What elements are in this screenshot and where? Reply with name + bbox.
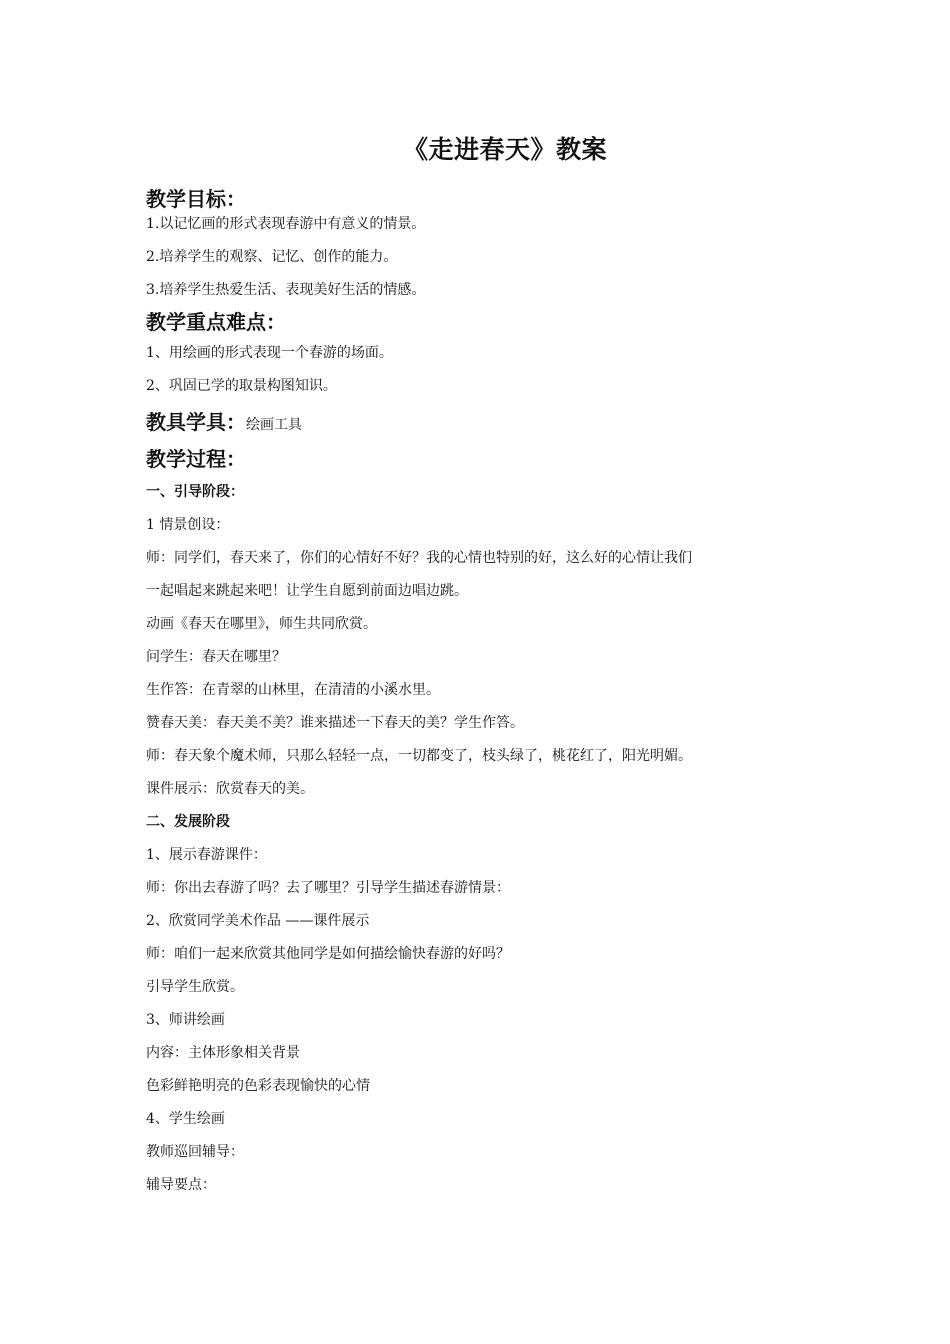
stage2-line: 引导学生欣赏。 bbox=[146, 979, 244, 995]
objectives-heading: 教学目标： bbox=[146, 187, 246, 211]
objective-item: 2.培养学生的观察、记忆、创作的能力。 bbox=[146, 249, 398, 265]
stage2-line: 1、展示春游课件： bbox=[146, 847, 267, 863]
stage2-line: 师：你出去春游了吗？去了哪里？引导学生描述春游情景： bbox=[146, 880, 510, 896]
stage2-lines bbox=[146, 839, 826, 1202]
stage1-line: 1 情景创设： bbox=[146, 517, 230, 533]
stage1-line: 师：同学们，春天来了，你们的心情好不好？我的心情也特别的好，这么好的心情让我们 bbox=[146, 550, 692, 566]
stage1-lines bbox=[146, 509, 826, 806]
stage1-line: 课件展示：欣赏春天的美。 bbox=[146, 781, 314, 797]
process-heading: 教学过程： bbox=[146, 447, 246, 471]
stage1-line: 赞春天美：春天美不美？谁来描述一下春天的美？学生作答。 bbox=[146, 715, 524, 731]
stage1-line: 问学生：春天在哪里？ bbox=[146, 649, 286, 665]
tools-text: 绘画工具 bbox=[246, 417, 302, 433]
stage2-line: 内容：主体形象相关背景 bbox=[146, 1045, 300, 1061]
stage1-heading: 一、引导阶段： bbox=[146, 484, 244, 500]
stage2-line: 2、欣赏同学美术作品 ——课件展示 bbox=[146, 913, 370, 929]
document-body bbox=[146, 186, 826, 1202]
objective-item: 3.培养学生热爱生活、表现美好生活的情感。 bbox=[146, 282, 426, 298]
keypoints-heading: 教学重点难点： bbox=[146, 310, 286, 334]
stage2-line: 教师巡回辅导： bbox=[146, 1144, 244, 1160]
objectives-list bbox=[146, 208, 826, 307]
keypoints-list bbox=[146, 337, 826, 403]
tools-line bbox=[146, 409, 826, 440]
stage2-line: 辅导要点： bbox=[146, 1177, 216, 1193]
stage1-line: 师：春天象个魔术师，只那么轻轻一点，一切都变了，枝头绿了，桃花红了，阳光明媚。 bbox=[146, 748, 692, 764]
stage1-line: 一起唱起来跳起来吧！让学生自愿到前面边唱边跳。 bbox=[146, 583, 468, 599]
keypoint-item: 2、巩固已学的取景构图知识。 bbox=[146, 378, 337, 394]
stage1-line: 生作答：在青翠的山林里，在清清的小溪水里。 bbox=[146, 682, 440, 698]
objective-item: 1.以记忆画的形式表现春游中有意义的情景。 bbox=[146, 216, 426, 232]
tools-heading: 教具学具： bbox=[146, 410, 246, 434]
stage2-heading: 二、发展阶段 bbox=[146, 814, 230, 830]
document-title: 《走进春天》教案 bbox=[402, 135, 607, 164]
keypoint-item: 1、用绘画的形式表现一个春游的场面。 bbox=[146, 345, 393, 361]
stage2-line: 4、学生绘画 bbox=[146, 1111, 225, 1127]
stage2-line: 色彩鲜艳明亮的色彩表现愉快的心情 bbox=[146, 1078, 370, 1094]
stage2-line: 师：咱们一起来欣赏其他同学是如何描绘愉快春游的好吗？ bbox=[146, 946, 510, 962]
stage1-line: 动画《春天在哪里》，师生共同欣赏。 bbox=[146, 616, 377, 632]
stage2-line: 3、师讲绘画 bbox=[146, 1012, 225, 1028]
